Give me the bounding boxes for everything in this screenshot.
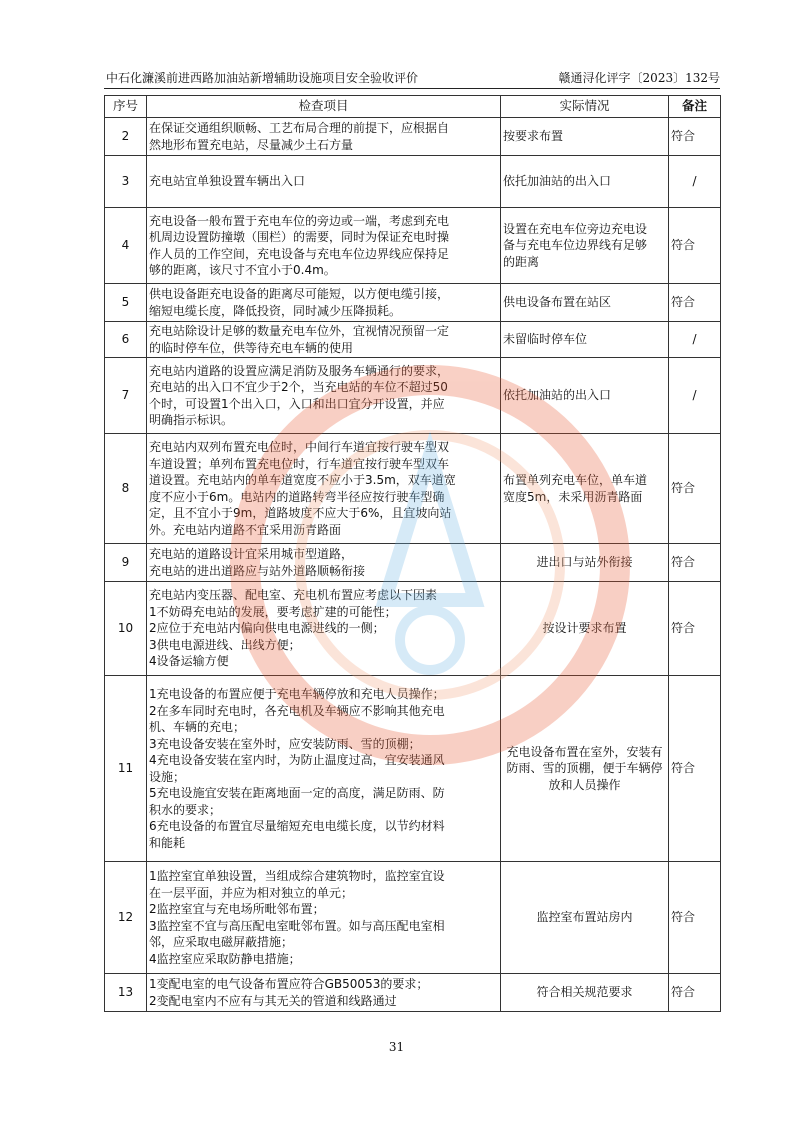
actual-status-line: 供电设备布置在站区 <box>503 295 612 310</box>
actual-status-line: 充电设备布置在室外，安装有 <box>506 744 663 759</box>
table-row <box>105 156 721 208</box>
row-number: 8 <box>105 434 147 544</box>
check-item-line: 2监控室宜与充电场所毗邻布置； <box>149 902 325 916</box>
check-item-line: 充电设备一般布置于充电车位的旁边或一端，考虑到充电 <box>149 213 450 228</box>
check-item-line: 充电站内双列布置充电位时，中间行车道宜按行驶车型双 <box>149 440 450 454</box>
check-item-line: 4充电设备安装在室内时，为防止温度过高，宜安装通风 <box>149 753 445 767</box>
check-item-line: 1变配电室的电气设备布置应符合GB50053的要求； <box>149 977 429 991</box>
check-item-line: 3充电设备安装在室外时，应安装防雨、雪的顶棚； <box>149 736 421 751</box>
actual-status-line: 防雨、雪的顶棚，便于车辆停 <box>506 761 663 776</box>
check-item-line: 充电站除设计足够的数量充电车位外，宜视情况预留一定 <box>149 324 450 338</box>
page-number: 31 <box>388 1040 405 1054</box>
actual-status <box>501 118 669 156</box>
remark: / <box>669 322 721 358</box>
row-number: 9 <box>105 544 147 582</box>
actual-status-line: 布置单列充电车位，单车道 <box>503 473 648 487</box>
col-header-no: 序号 <box>105 96 147 118</box>
check-item <box>147 358 501 434</box>
actual-status-line: 符合相关规范要求 <box>536 985 633 1000</box>
table-row <box>105 208 721 284</box>
check-item <box>147 208 501 284</box>
header-title: 中石化濂溪前进西路加油站新增辅助设施项目安全验收评价 <box>106 71 419 85</box>
check-item-line: 1不妨碍充电站的发展，要考虑扩建的可能性； <box>149 604 397 619</box>
actual-status-line: 依托加油站的出入口 <box>503 174 612 189</box>
remark: / <box>669 156 721 208</box>
check-item-line: 设施； <box>149 769 186 784</box>
check-item <box>147 676 501 862</box>
remark: / <box>669 358 721 434</box>
actual-status-line: 按设计要求布置 <box>542 621 627 636</box>
actual-status-line: 的距离 <box>503 254 540 269</box>
check-item <box>147 322 501 358</box>
check-item-line: 作人员的工作空间，充电设备与充电车位边界线应保持足 <box>149 246 450 261</box>
actual-status <box>501 434 669 544</box>
remark: 符合 <box>669 582 721 676</box>
actual-status <box>501 284 669 322</box>
check-item-line: 道设置。充电站内的单车道宽度不应小于3.5m，双车道宽 <box>149 473 456 487</box>
row-number: 12 <box>105 862 147 974</box>
check-item-line: 在保证交通组织顺畅、工艺布局合理的前提下，应根据自 <box>149 121 450 135</box>
actual-status <box>501 676 669 862</box>
check-item <box>147 974 501 1012</box>
check-item-line: 3监控室不宜与高压配电室毗邻布置。如与高压配电室相 <box>149 918 445 933</box>
check-item-line: 个时，可设置1个出入口，入口和出口宜分开设置，并应 <box>149 396 445 411</box>
row-number: 2 <box>105 118 147 156</box>
row-number: 4 <box>105 208 147 284</box>
check-item <box>147 582 501 676</box>
row-number: 7 <box>105 358 147 434</box>
header-rule <box>104 88 720 89</box>
actual-status <box>501 208 669 284</box>
check-item-line: 度不应小于6m。电站内的道路转弯半径应按行驶车型确 <box>149 489 445 504</box>
check-item-line: 车道设置；单列布置充电位时，行车道宜按行驶车型双车 <box>149 456 450 471</box>
check-item-line: 4监控室应采取防静电措施； <box>149 951 301 966</box>
table-row <box>105 676 721 862</box>
actual-status <box>501 974 669 1012</box>
actual-status <box>501 544 669 582</box>
check-item-line: 充电站的出入口不宜少于2个，当充电站的车位不超过50 <box>149 380 448 394</box>
check-item-line: 邻，应采取电磁屏蔽措施； <box>149 935 294 949</box>
check-item <box>147 544 501 582</box>
table-row <box>105 118 721 156</box>
check-item-line: 够的距离，该尺寸不宜小于0.4m。 <box>149 263 336 277</box>
check-item-line: 和能耗 <box>149 835 186 850</box>
table-row <box>105 284 721 322</box>
col-header-item: 检查项目 <box>147 96 501 118</box>
check-item-line: 充电站内变压器、配电室、充电机布置应考虑以下因素 <box>149 588 438 603</box>
remark: 符合 <box>669 208 721 284</box>
check-item-line: 4设备运输方便 <box>149 654 229 669</box>
table-row <box>105 358 721 434</box>
actual-status-line: 设置在充电车位旁边充电设 <box>503 221 648 236</box>
remark: 符合 <box>669 544 721 582</box>
row-number: 13 <box>105 974 147 1012</box>
check-item-line: 的临时停车位，供等待充电车辆的使用 <box>149 340 354 355</box>
col-header-actual: 实际情况 <box>501 96 669 118</box>
table-row <box>105 322 721 358</box>
row-number: 6 <box>105 322 147 358</box>
page-header <box>106 70 720 86</box>
check-item-line: 供电设备距充电设备的距离尽可能短，以方便电缆引接， <box>149 287 450 301</box>
check-item-line: 明确指示标识。 <box>149 413 234 427</box>
check-item-line: 缩短电缆长度，降低投资，同时减少压降损耗。 <box>149 303 402 318</box>
row-number: 3 <box>105 156 147 208</box>
check-item-line: 机周边设置防撞墩（围栏）的需要，同时为保证充电时操 <box>149 230 450 244</box>
actual-status-line: 进出口与站外衔接 <box>536 555 633 570</box>
actual-status <box>501 358 669 434</box>
check-item-line: 充电站宜单独设置车辆出入口 <box>149 174 306 189</box>
remark: 符合 <box>669 862 721 974</box>
check-item <box>147 284 501 322</box>
actual-status-line: 备与充电车位边界线有足够 <box>503 238 648 253</box>
check-item-line: 定，且不宜小于9m，道路坡度不应大于6%，且宜坡向站 <box>149 506 452 520</box>
actual-status-line: 未留临时停车位 <box>503 332 588 347</box>
check-item-line: 积水的要求； <box>149 802 222 817</box>
actual-status <box>501 862 669 974</box>
table-row <box>105 434 721 544</box>
actual-status-line: 宽度5m，未采用沥青路面 <box>503 489 643 504</box>
row-number: 10 <box>105 582 147 676</box>
actual-status <box>501 156 669 208</box>
table-row <box>105 582 721 676</box>
check-item-line: 3供电电源进线、出线方便； <box>149 637 301 652</box>
check-item <box>147 118 501 156</box>
check-item-line: 1充电设备的布置应便于充电车辆停放和充电人员操作； <box>149 687 445 701</box>
table-header-row <box>105 96 721 118</box>
actual-status-line: 按要求布置 <box>503 129 564 144</box>
header-doc-number: 赣通浔化评字〔2023〕132号 <box>558 71 720 85</box>
row-number: 11 <box>105 676 147 862</box>
table-row <box>105 544 721 582</box>
check-item-line: 外。充电站内道路不宜采用沥青路面 <box>149 522 342 537</box>
check-item-line: 1监控室宜单独设置，当组成综合建筑物时，监控室宜设 <box>149 869 445 883</box>
remark: 符合 <box>669 974 721 1012</box>
check-item-line: 充电站内道路的设置应满足消防及服务车辆通行的要求， <box>149 363 450 378</box>
remark: 符合 <box>669 434 721 544</box>
remark: 符合 <box>669 676 721 862</box>
check-item-line: 5充电设施宜安装在距离地面一定的高度，满足防雨、防 <box>149 786 445 800</box>
actual-status-line: 依托加油站的出入口 <box>503 388 612 403</box>
col-header-note: 备注 <box>669 96 721 118</box>
check-item <box>147 156 501 208</box>
check-item-line: 2在多车同时充电时，各充电机及车辆应不影响其他充电 <box>149 703 445 718</box>
actual-status <box>501 322 669 358</box>
row-number: 5 <box>105 284 147 322</box>
remark: 符合 <box>669 118 721 156</box>
check-item <box>147 434 501 544</box>
actual-status-line: 放和人员操作 <box>548 777 621 792</box>
check-item-line: 充电站的道路设计宜采用城市型道路， <box>149 547 354 561</box>
check-item-line: 在一层平面，并应为相对独立的单元； <box>149 885 354 900</box>
actual-status-line: 监控室布置站房内 <box>536 910 633 925</box>
inspection-table <box>104 95 721 1012</box>
check-item-line: 2变配电室内不应有与其无关的管道和线路通过 <box>149 993 397 1008</box>
table-row <box>105 974 721 1012</box>
table-row <box>105 862 721 974</box>
remark: 符合 <box>669 284 721 322</box>
actual-status <box>501 582 669 676</box>
check-item-line: 6充电设备的布置宜尽量缩短充电电缆长度，以节约材料 <box>149 819 445 833</box>
check-item-line: 机、车辆的充电； <box>149 720 246 734</box>
check-item <box>147 862 501 974</box>
check-item-line: 充电站的进出道路应与站外道路顺畅衔接 <box>149 563 366 578</box>
check-item-line: 然地形布置充电站，尽量减少土石方量 <box>149 137 354 152</box>
check-item-line: 2应位于充电站内偏向供电电源进线的一侧； <box>149 621 385 636</box>
